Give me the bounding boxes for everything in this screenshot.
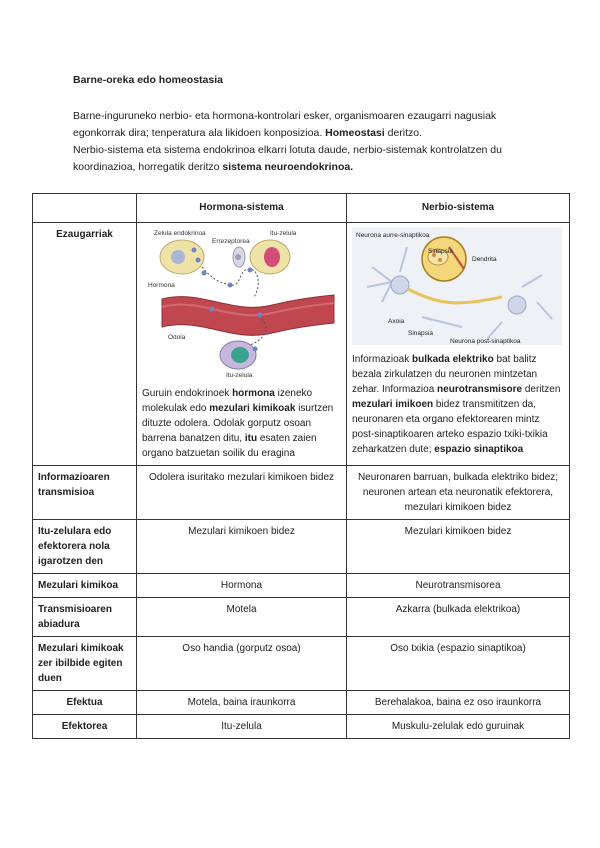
header-empty-cell [33, 194, 137, 223]
row-hormona-value: Motela, baina iraunkorra [137, 691, 347, 715]
row-label: Informazioaren transmisioa [33, 466, 137, 520]
row-label: Mezulari kimikoak zer ibilbide egiten duen [33, 637, 137, 691]
hormona-description: Guruin endokrinoek hormona izeneko molekulak edo mezulari kimikoak isurtzen dituzte odolera. Odolak gorputz osoan barrena banatzen ditu, itu esaten zaien organo batzuetan soilik du eragina [142, 388, 334, 459]
row-nerbio-value: Muskulu-zelulak edo guruinak [347, 715, 570, 739]
intro-paragraph-2: Nerbio-sistema eta sistema endokrinoa elkarri lotuta daude, nerbio-sistemak kontrolatzen du koordinazioa, horregatik deritzo sistema neuroendokrinoa. [73, 144, 502, 173]
table-row [33, 520, 570, 574]
table-row [33, 691, 570, 715]
table-row-ezaugarriak [33, 223, 570, 466]
header-nerbio-sistema: Nerbio-sistema [347, 194, 570, 223]
row-hormona-value: Odolera isuritako mezulari kimikoen bidez [137, 466, 347, 520]
table-header-row [33, 194, 570, 223]
row-nerbio-value: Neurotransmisorea [347, 574, 570, 598]
hormone-system-illustration [142, 227, 338, 379]
table-row [33, 715, 570, 739]
label-hormona: Hormona [148, 282, 175, 289]
label-dendrita: Dendrita [472, 256, 497, 263]
row-hormona-value: Hormona [137, 574, 347, 598]
label-odola: Odola [168, 334, 186, 341]
label-zelula-endokrinoa: Zelula endokrinoa [154, 230, 206, 237]
row-label: Transmisioaren abiadura [33, 598, 137, 637]
label-errezeptorea: Errezeptorea [212, 238, 250, 245]
nerbio-description: Informazioak bulkada elektriko bat balitz bezala zirkulatzen du neuronen mintzetan zehar. Informazioa neurotransmisore deritzen mezulari imikoen bidez transmititzen da, neuronaren eta organo efektorearen mintz post-sinaptikoaren arteko espazio txiki-txikia zeharkatzen dute; espazio sinaptikoa [352, 354, 561, 455]
label-axoia: Axoia [388, 318, 405, 325]
row-hormona-value: Motela [137, 598, 347, 637]
label-neurona-post: Neurona post-sinaptikoa [450, 338, 521, 345]
row-nerbio-value: Berehalakoa, baina ez oso iraunkorra [347, 691, 570, 715]
header-hormona-sistema: Hormona-sistema [137, 194, 347, 223]
row-hormona-value: Oso handia (gorputz osoa) [137, 637, 347, 691]
label-neurona-aurre: Neurona aurre-sinaptikoa [356, 232, 430, 239]
pre-synaptic-neuron-body [391, 276, 409, 294]
table-row [33, 598, 570, 637]
neuron-synapse-illustration [352, 227, 562, 345]
row-label: Efektua [33, 691, 137, 715]
row-label: Efektorea [33, 715, 137, 739]
nerbio-characteristics-cell [347, 223, 570, 466]
post-synaptic-neuron-body [508, 296, 526, 314]
row-label: Itu-zelulara edo efektorera nola igarotzen den [33, 520, 137, 574]
label-itu-zelula-top: Itu-zelula [270, 230, 297, 237]
table-row [33, 637, 570, 691]
label-sinapsia: Sinapsia [408, 330, 433, 337]
intro-text [73, 108, 543, 176]
label-itu-zelula-bottom: Itu-zelula [226, 372, 253, 379]
row-nerbio-value: Mezulari kimikoen bidez [347, 520, 570, 574]
row-nerbio-value: Oso txikia (espazio sinaptikoa) [347, 637, 570, 691]
intro-paragraph-1: Barne-inguruneko nerbio- eta hormona-kontrolari esker, organismoaren ezaugarri nagusiak egonkorrak dira; tenperatura ala likidoen konposizioa. Homeostasi deritzo. [73, 110, 497, 139]
label-sinapsia-zoom: Sinapsia [428, 248, 453, 255]
row-nerbio-value: Azkarra (bulkada elektrikoa) [347, 598, 570, 637]
row-hormona-value: Itu-zelula [137, 715, 347, 739]
comparison-table [32, 193, 570, 739]
row-nerbio-value: Neuronaren barruan, bulkada elektriko bidez; neuronen artean eta neuronatik efektorera, mezulari kimikoen bidez [347, 466, 570, 520]
row-hormona-value: Mezulari kimikoen bidez [137, 520, 347, 574]
document-title: Barne-oreka edo homeostasia [73, 74, 223, 86]
table-row [33, 574, 570, 598]
table-row [33, 466, 570, 520]
row-label: Ezaugarriak [33, 223, 137, 466]
row-label: Mezulari kimikoa [33, 574, 137, 598]
hormona-characteristics-cell [137, 223, 347, 466]
